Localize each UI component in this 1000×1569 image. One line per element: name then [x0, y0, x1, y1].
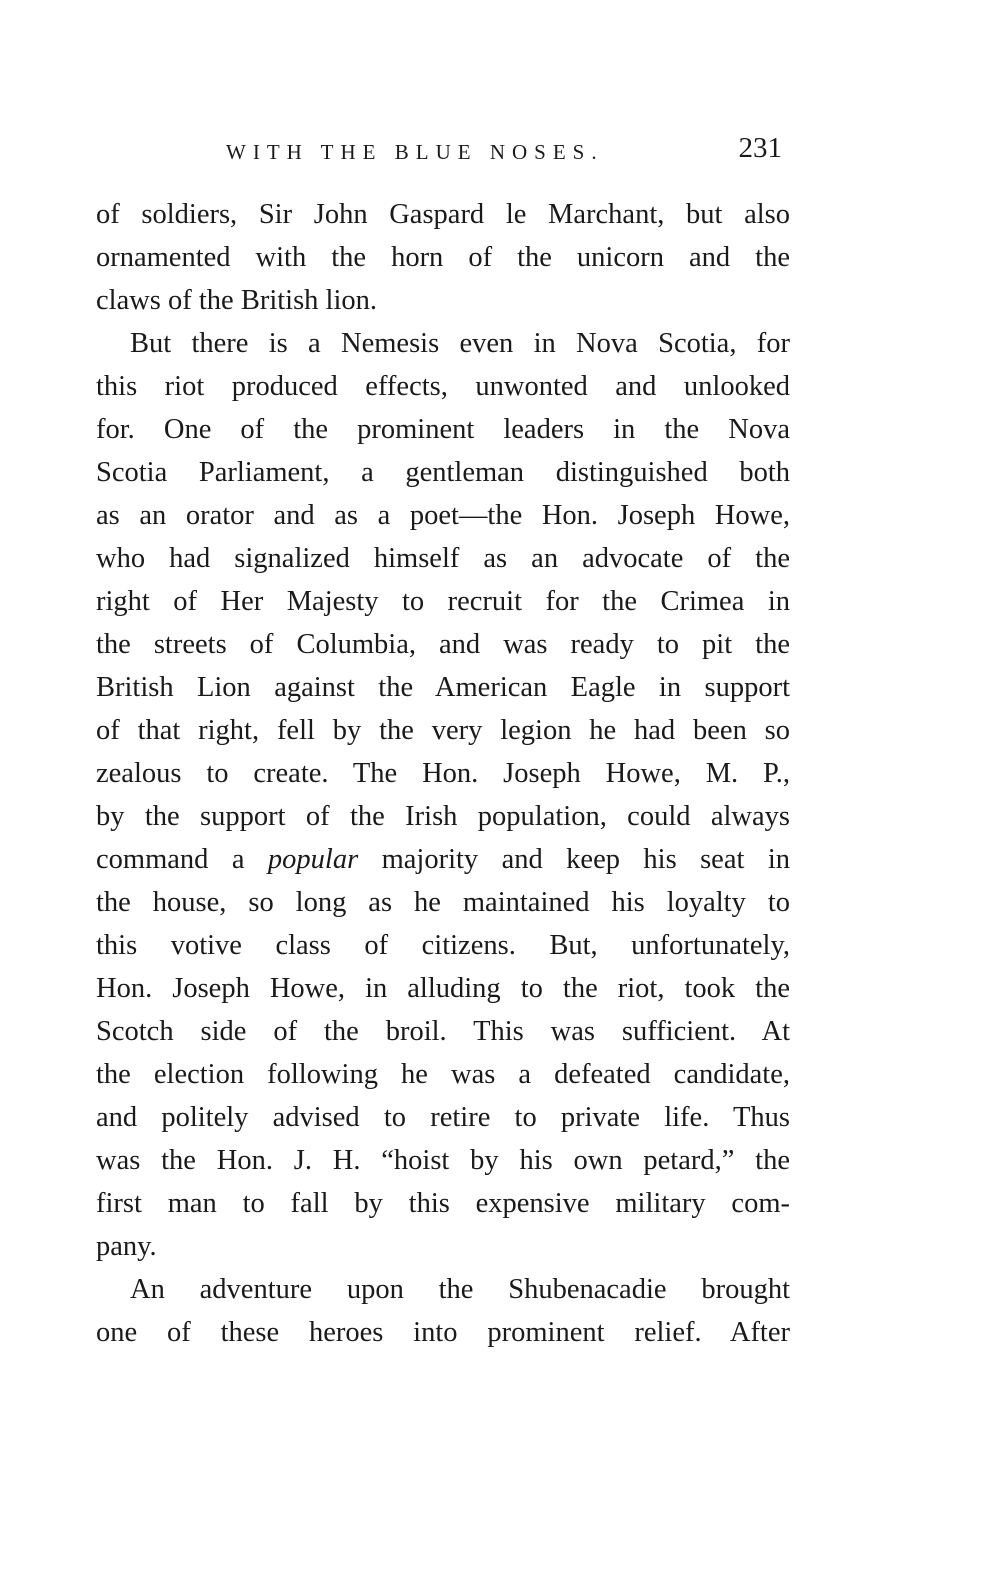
- text-line: for. One of the prominent leaders in the Nova: [96, 414, 790, 445]
- text-line: Scotia Parliament, a gentleman distinguished both: [96, 457, 790, 488]
- text-line: as an orator and as a poet—the Hon. Joseph Howe,: [96, 500, 790, 531]
- text-line: of soldiers, Sir John Gaspard le Marchant, but also: [96, 199, 790, 230]
- body-text: [96, 193, 790, 1354]
- text-line: An adventure upon the Shubenacadie brought: [130, 1274, 790, 1305]
- text-line: Scotch side of the broil. This was sufficient. At: [96, 1016, 790, 1047]
- text-line: Hon. Joseph Howe, in alluding to the riot, took the: [96, 973, 790, 1004]
- text-line: But there is a Nemesis even in Nova Scotia, for: [130, 328, 790, 359]
- text-line: first man to fall by this expensive military com-: [96, 1188, 790, 1219]
- text-line: the house, so long as he maintained his loyalty to: [96, 887, 790, 918]
- italic-word: popular: [267, 844, 359, 875]
- text-line: was the Hon. J. H. “hoist by his own petard,” the: [96, 1145, 790, 1176]
- page-number: 231: [738, 132, 782, 164]
- text-line: and politely advised to retire to private life. Thus: [96, 1102, 790, 1133]
- text-line: right of Her Majesty to recruit for the Crimea in: [96, 586, 790, 617]
- text-line: the streets of Columbia, and was ready to pit the: [96, 629, 790, 660]
- text-line: pany.: [96, 1231, 157, 1262]
- text-segment: command a: [96, 844, 268, 875]
- text-segment: majority and keep his seat in: [358, 844, 790, 875]
- text-line: who had signalized himself as an advocate of the: [96, 543, 790, 574]
- running-title: WITH THE BLUE NOSES.: [226, 140, 604, 164]
- text-line: the election following he was a defeated candidate,: [96, 1059, 790, 1090]
- text-line: by the support of the Irish population, could always: [96, 801, 790, 832]
- text-line: this votive class of citizens. But, unfortunately,: [96, 930, 790, 961]
- text-line: claws of the British lion.: [96, 285, 378, 316]
- text-line: this riot produced effects, unwonted and unlooked: [96, 371, 790, 402]
- text-line: [96, 838, 790, 881]
- text-line: one of these heroes into prominent relief. After: [96, 1317, 790, 1348]
- text-line: zealous to create. The Hon. Joseph Howe, M. P.,: [96, 758, 790, 789]
- text-line: of that right, fell by the very legion he had been so: [96, 715, 790, 746]
- running-head: [96, 128, 786, 168]
- text-line: British Lion against the American Eagle in support: [96, 672, 790, 703]
- text-line: ornamented with the horn of the unicorn and the: [96, 242, 790, 273]
